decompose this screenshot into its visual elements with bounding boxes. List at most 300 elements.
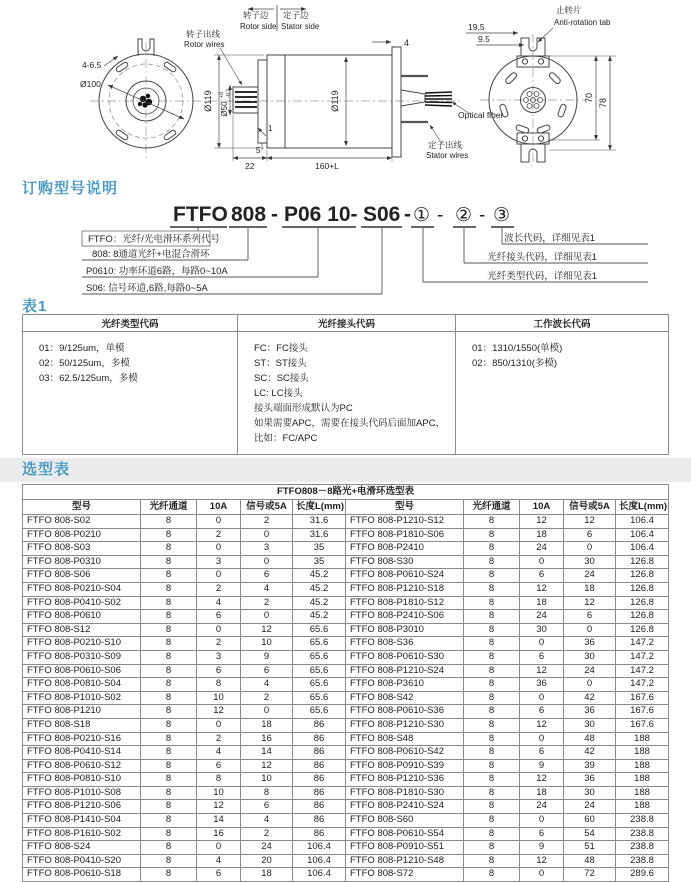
model-cell: FTFO 808-P0210-S04: [23, 582, 141, 596]
value-cell: 2: [197, 528, 241, 542]
value-cell: 6: [197, 610, 241, 624]
value-cell: 188: [616, 759, 669, 773]
value-cell: 8: [141, 691, 197, 705]
value-cell: 65.6: [293, 691, 346, 705]
model-cell: FTFO 808-P1210-S48: [346, 854, 464, 868]
model-cell: FTFO 808-P2410: [346, 542, 464, 556]
value-cell: 14: [241, 746, 293, 760]
value-cell: 8: [464, 773, 520, 787]
value-cell: 12: [520, 718, 564, 732]
value-cell: 126.8: [616, 569, 669, 583]
value-cell: 24: [520, 610, 564, 624]
value-cell: 8: [464, 515, 520, 529]
col-signal-left: 信号或5A: [241, 500, 293, 515]
value-cell: 86: [293, 827, 346, 841]
value-cell: 72: [564, 868, 616, 882]
dim-head: 22: [245, 161, 255, 171]
value-cell: 12: [520, 773, 564, 787]
value-cell: 0: [241, 610, 293, 624]
value-cell: 9: [241, 650, 293, 664]
value-cell: 8: [141, 759, 197, 773]
selection-heading: 选型表: [22, 461, 71, 478]
col-length-left: 长度L(mm): [293, 500, 346, 515]
value-cell: 238.8: [616, 814, 669, 828]
selection-table-row: [23, 542, 669, 556]
value-cell: 8: [464, 582, 520, 596]
connector-line: LC: LC接头: [254, 388, 303, 399]
model-cell: FTFO 808-P0410-S14: [23, 746, 141, 760]
model-cell: FTFO 808-S02: [23, 515, 141, 529]
connector-line: 如果需要APC，需要在接头代码后面加APC，: [254, 418, 446, 429]
ordering-label-channels: 808: 8通道光纤+电混合滑环: [92, 249, 210, 260]
model-cell: FTFO 808-S30: [346, 555, 464, 569]
value-cell: 36: [520, 678, 564, 692]
value-cell: 6: [564, 610, 616, 624]
value-cell: 147.2: [616, 650, 669, 664]
value-cell: 8: [464, 814, 520, 828]
value-cell: 8: [141, 827, 197, 841]
value-cell: 0: [520, 868, 564, 882]
value-cell: 18: [241, 868, 293, 882]
value-cell: 48: [564, 732, 616, 746]
value-cell: 24: [520, 800, 564, 814]
value-cell: 8: [141, 854, 197, 868]
table1-col-wavelength: 工作波长代码: [456, 315, 669, 332]
selection-table-row: [23, 705, 669, 719]
value-cell: 106.4: [616, 515, 669, 529]
label-stator-wires-cn: 定子出线: [428, 140, 463, 150]
selection-table-row: [23, 732, 669, 746]
selection-table-row: [23, 759, 669, 773]
selection-table-row: [23, 718, 669, 732]
label-stator-side-cn: 定子边: [283, 10, 309, 20]
value-cell: 6: [564, 528, 616, 542]
selection-table-row: [23, 800, 669, 814]
value-cell: 106.4: [293, 868, 346, 882]
table1-body-row: [23, 332, 669, 455]
model-cell: FTFO 808-P3010: [346, 623, 464, 637]
model-seg-channels: 808: [231, 203, 267, 226]
col-model-left: 型号: [23, 500, 141, 515]
value-cell: 0: [520, 637, 564, 651]
value-cell: 8: [141, 555, 197, 569]
model-cell: FTFO 808-P0310-S09: [23, 650, 141, 664]
table1-heading: 表1: [22, 298, 48, 315]
label-stator-side-en: Stator side: [281, 22, 320, 31]
value-cell: 289.6: [616, 868, 669, 882]
value-cell: 8: [464, 650, 520, 664]
label-rotor-side-cn: 转子边: [243, 10, 269, 20]
value-cell: 6: [197, 759, 241, 773]
value-cell: 8: [141, 800, 197, 814]
value-cell: 8: [464, 705, 520, 719]
value-cell: 86: [293, 800, 346, 814]
value-cell: 6: [241, 800, 293, 814]
value-cell: 8: [141, 664, 197, 678]
selection-table-body: [23, 515, 669, 882]
value-cell: 86: [293, 732, 346, 746]
model-cell: FTFO 808-P0310: [23, 555, 141, 569]
ordering-code-diagram: [0, 196, 691, 300]
selection-table-row: [23, 814, 669, 828]
value-cell: 10: [197, 786, 241, 800]
value-cell: 65.6: [293, 650, 346, 664]
col-signal-right: 信号或5A: [564, 500, 616, 515]
value-cell: 0: [241, 555, 293, 569]
value-cell: 86: [293, 814, 346, 828]
model-cell: FTFO 808-P0810-S04: [23, 678, 141, 692]
value-cell: 18: [564, 582, 616, 596]
value-cell: 8: [141, 623, 197, 637]
model-cell: FTFO 808-S42: [346, 691, 464, 705]
value-cell: 8: [141, 610, 197, 624]
value-cell: 0: [520, 691, 564, 705]
value-cell: 8: [141, 582, 197, 596]
model-cell: FTFO 808-P0910-S39: [346, 759, 464, 773]
table1-header-row: [23, 315, 669, 332]
model-cell: FTFO 808-S18: [23, 718, 141, 732]
col-10a-left: 10A: [197, 500, 241, 515]
fiber-type-line: 02：50/125um，多模: [39, 358, 130, 369]
value-cell: 6: [520, 569, 564, 583]
model-cell: FTFO 808-P1210-S24: [346, 664, 464, 678]
dim-dia-rotor-tol-plus: +0: [219, 91, 225, 98]
value-cell: 6: [197, 868, 241, 882]
ordering-section-heading: 订购型号说明: [22, 180, 119, 197]
value-cell: 24: [564, 664, 616, 678]
table1-wavelength-cell: [456, 332, 669, 455]
value-cell: 65.6: [293, 705, 346, 719]
value-cell: 20: [241, 854, 293, 868]
value-cell: 2: [241, 515, 293, 529]
value-cell: 2: [197, 732, 241, 746]
selection-table-row: [23, 841, 669, 855]
value-cell: 4: [197, 746, 241, 760]
value-cell: 0: [197, 623, 241, 637]
value-cell: 42: [564, 746, 616, 760]
fiber-type-line: 03：62.5/125um，多模: [39, 373, 138, 384]
col-10a-right: 10A: [520, 500, 564, 515]
dim-dia-rotor-tol-minus: -0.1: [226, 88, 232, 98]
value-cell: 30: [564, 786, 616, 800]
ordering-label-power: P0610: 功率环道6路，每路0~10A: [86, 266, 228, 277]
connector-line: FC：FC接头: [254, 343, 308, 354]
value-cell: 147.2: [616, 664, 669, 678]
model-cell: FTFO 808-P0610-S42: [346, 746, 464, 760]
selection-table-row: [23, 596, 669, 610]
dim-bolt-slots: 4-6.5: [82, 60, 102, 70]
value-cell: 6: [520, 827, 564, 841]
value-cell: 188: [616, 732, 669, 746]
value-cell: 10: [241, 773, 293, 787]
selection-table-row: [23, 515, 669, 529]
value-cell: 6: [241, 569, 293, 583]
value-cell: 8: [464, 800, 520, 814]
value-cell: 24: [564, 569, 616, 583]
label-rotor-wires-cn: 转子出线: [186, 29, 221, 39]
value-cell: 12: [520, 664, 564, 678]
table1-col-connector: 光纤接头代码: [238, 315, 456, 332]
value-cell: 35: [293, 542, 346, 556]
value-cell: 188: [616, 773, 669, 787]
ordering-label-wavelength: 波长代码，详细见表1: [504, 233, 595, 244]
value-cell: 2: [241, 596, 293, 610]
value-cell: 8: [464, 569, 520, 583]
value-cell: 106.4: [293, 841, 346, 855]
value-cell: 8: [197, 773, 241, 787]
model-cell: FTFO 808-P0410-S02: [23, 596, 141, 610]
model-cell: FTFO 808-S03: [23, 542, 141, 556]
model-cell: FTFO 808-P0210-S16: [23, 732, 141, 746]
value-cell: 8: [141, 650, 197, 664]
selection-table-row: [23, 650, 669, 664]
value-cell: 8: [141, 841, 197, 855]
model-seg-power: P06 10-: [284, 203, 358, 226]
value-cell: 16: [197, 827, 241, 841]
selection-table-row: [23, 555, 669, 569]
value-cell: 14: [197, 814, 241, 828]
value-cell: 2: [241, 827, 293, 841]
model-cell: FTFO 808-S36: [346, 637, 464, 651]
model-cell: FTFO 808-P0610-S18: [23, 868, 141, 882]
dim-flange: 1: [268, 124, 273, 133]
value-cell: 86: [293, 746, 346, 760]
value-cell: 12: [520, 515, 564, 529]
dim-dia-left: Ø119: [203, 90, 213, 112]
dim-dia-rotor: Ø50: [220, 101, 229, 117]
selection-table-row: [23, 582, 669, 596]
model-cell: FTFO 808-P1810-S30: [346, 786, 464, 800]
value-cell: 167.6: [616, 691, 669, 705]
wavelength-line: 01：1310/1550(单模): [472, 343, 563, 354]
selection-table-row: [23, 623, 669, 637]
fiber-bundle: [138, 94, 152, 108]
model-seg-circle3: ③: [493, 205, 511, 226]
model-cell: FTFO 808-P0610-S06: [23, 664, 141, 678]
selection-table-row: [23, 569, 669, 583]
model-cell: FTFO 808-P0610: [23, 610, 141, 624]
value-cell: 238.8: [616, 841, 669, 855]
value-cell: 167.6: [616, 718, 669, 732]
value-cell: 10: [241, 637, 293, 651]
model-cell: FTFO 808-P1210-S18: [346, 582, 464, 596]
selection-table-row: [23, 868, 669, 882]
model-seg-dash4: -: [479, 205, 486, 226]
dim-outer-tab: 19.5: [468, 22, 485, 32]
value-cell: 2: [241, 691, 293, 705]
selection-table-row: [23, 691, 669, 705]
front-view-drawing: [90, 39, 202, 160]
selection-table-row: [23, 610, 669, 624]
value-cell: 12: [197, 705, 241, 719]
model-cell: FTFO 808-P1410-S04: [23, 814, 141, 828]
value-cell: 45.2: [293, 596, 346, 610]
value-cell: 8: [141, 515, 197, 529]
model-cell: FTFO 808-P1210-S30: [346, 718, 464, 732]
value-cell: 0: [197, 542, 241, 556]
value-cell: 188: [616, 746, 669, 760]
value-cell: 12: [241, 759, 293, 773]
value-cell: 126.8: [616, 610, 669, 624]
value-cell: 36: [564, 637, 616, 651]
ordering-label-signal: S06: 信号环道,6路,每路0~5A: [86, 283, 208, 294]
selection-table-header-row: [23, 500, 669, 515]
value-cell: 18: [520, 528, 564, 542]
model-cell: FTFO 808-P0210: [23, 528, 141, 542]
label-anti-rotation-cn: 止转片: [556, 5, 582, 15]
value-cell: 8: [141, 746, 197, 760]
value-cell: 8: [141, 637, 197, 651]
value-cell: 0: [197, 569, 241, 583]
value-cell: 8: [464, 841, 520, 855]
value-cell: 0: [564, 623, 616, 637]
value-cell: 8: [464, 691, 520, 705]
selection-section-bar: [0, 458, 691, 482]
value-cell: 6: [520, 650, 564, 664]
value-cell: 86: [293, 718, 346, 732]
model-seg-dash1: -: [271, 203, 278, 226]
value-cell: 3: [197, 650, 241, 664]
selection-table-row: [23, 528, 669, 542]
value-cell: 0: [520, 732, 564, 746]
value-cell: 45.2: [293, 582, 346, 596]
value-cell: 0: [197, 515, 241, 529]
value-cell: 238.8: [616, 854, 669, 868]
selection-table-row: [23, 786, 669, 800]
value-cell: 12: [520, 854, 564, 868]
value-cell: 8: [464, 610, 520, 624]
connector-line: 接头端面形成默认为PC: [254, 403, 353, 414]
value-cell: 65.6: [293, 623, 346, 637]
model-cell: FTFO 808-P1210: [23, 705, 141, 719]
value-cell: 4: [197, 596, 241, 610]
model-cell: FTFO 808-P1610-S02: [23, 827, 141, 841]
ordering-label-series: FTFO：光纤/光电滑环系列代号: [88, 234, 220, 245]
selection-table: [22, 484, 669, 882]
value-cell: 3: [241, 542, 293, 556]
value-cell: 8: [141, 868, 197, 882]
model-cell: FTFO 808-S60: [346, 814, 464, 828]
value-cell: 8: [141, 814, 197, 828]
value-cell: 4: [241, 814, 293, 828]
value-cell: 4: [241, 582, 293, 596]
label-rotor-wires-en: Rotor wires: [184, 40, 225, 49]
model-cell: FTFO 808-S06: [23, 569, 141, 583]
value-cell: 188: [616, 786, 669, 800]
dim-70: 70: [584, 92, 594, 104]
value-cell: 8: [141, 528, 197, 542]
value-cell: 126.8: [616, 582, 669, 596]
value-cell: 42: [564, 691, 616, 705]
value-cell: 12: [564, 515, 616, 529]
value-cell: 8: [141, 773, 197, 787]
value-cell: 147.2: [616, 678, 669, 692]
selection-table-row: [23, 773, 669, 787]
value-cell: 8: [464, 854, 520, 868]
value-cell: 31.6: [293, 528, 346, 542]
label-anti-rotation-en: Anti-rotation tab: [554, 18, 611, 27]
value-cell: 126.8: [616, 555, 669, 569]
value-cell: 0: [241, 528, 293, 542]
connector-line: ST：ST接头: [254, 358, 307, 369]
value-cell: 3: [197, 555, 241, 569]
value-cell: 86: [293, 773, 346, 787]
value-cell: 18: [241, 718, 293, 732]
model-cell: FTFO 808-P0610-S54: [346, 827, 464, 841]
model-cell: FTFO 808-P1210-S12: [346, 515, 464, 529]
value-cell: 12: [241, 623, 293, 637]
ordering-label-fiber-type: 光纤类型代码，详细见表1: [487, 271, 597, 282]
model-cell: FTFO 808-S48: [346, 732, 464, 746]
model-cell: FTFO 808-S72: [346, 868, 464, 882]
value-cell: 8: [464, 542, 520, 556]
value-cell: 8: [464, 555, 520, 569]
value-cell: 24: [520, 542, 564, 556]
col-fiber-right: 光纤通道: [464, 500, 520, 515]
value-cell: 12: [197, 800, 241, 814]
dim-gap: 5: [256, 146, 261, 155]
dim-78: 78: [598, 97, 608, 109]
value-cell: 30: [564, 718, 616, 732]
selection-table-row: [23, 854, 669, 868]
value-cell: 0: [520, 814, 564, 828]
value-cell: 6: [197, 664, 241, 678]
value-cell: 0: [197, 718, 241, 732]
value-cell: 24: [564, 800, 616, 814]
fiber-type-line: 01：9/125um，单模: [39, 343, 125, 354]
value-cell: 8: [141, 732, 197, 746]
model-cell: FTFO 808-S24: [23, 841, 141, 855]
value-cell: 10: [197, 691, 241, 705]
value-cell: 45.2: [293, 610, 346, 624]
model-seg-dash2: -: [404, 203, 411, 226]
value-cell: 39: [564, 759, 616, 773]
model-cell: FTFO 808-P0410-S20: [23, 854, 141, 868]
value-cell: 147.2: [616, 637, 669, 651]
value-cell: 30: [520, 623, 564, 637]
selection-table-row: [23, 827, 669, 841]
value-cell: 8: [464, 786, 520, 800]
value-cell: 8: [141, 705, 197, 719]
value-cell: 48: [564, 854, 616, 868]
value-cell: 8: [464, 746, 520, 760]
model-cell: FTFO 808-P0610-S12: [23, 759, 141, 773]
label-stator-wires-en: Stator wires: [426, 151, 469, 160]
value-cell: 106.4: [616, 528, 669, 542]
table1-connector-cell: [238, 332, 456, 455]
value-cell: 30: [564, 555, 616, 569]
value-cell: 9: [520, 759, 564, 773]
model-cell: FTFO 808-P0610-S36: [346, 705, 464, 719]
value-cell: 6: [241, 664, 293, 678]
value-cell: 8: [141, 678, 197, 692]
model-cell: FTFO 808-P0810-S10: [23, 773, 141, 787]
model-cell: FTFO 808-P0910-S51: [346, 841, 464, 855]
selection-table-row: [23, 664, 669, 678]
value-cell: 0: [241, 705, 293, 719]
model-seg-series: FTFO: [173, 203, 228, 226]
connector-line: SC：SC接头: [254, 373, 309, 384]
value-cell: 0: [564, 542, 616, 556]
value-cell: 8: [464, 528, 520, 542]
model-cell: FTFO 808-P0610-S24: [346, 569, 464, 583]
model-cell: FTFO 808-P1010-S02: [23, 691, 141, 705]
value-cell: 0: [564, 678, 616, 692]
value-cell: 106.4: [293, 854, 346, 868]
value-cell: 86: [293, 786, 346, 800]
value-cell: 18: [520, 786, 564, 800]
engineering-drawings: [0, 0, 691, 172]
